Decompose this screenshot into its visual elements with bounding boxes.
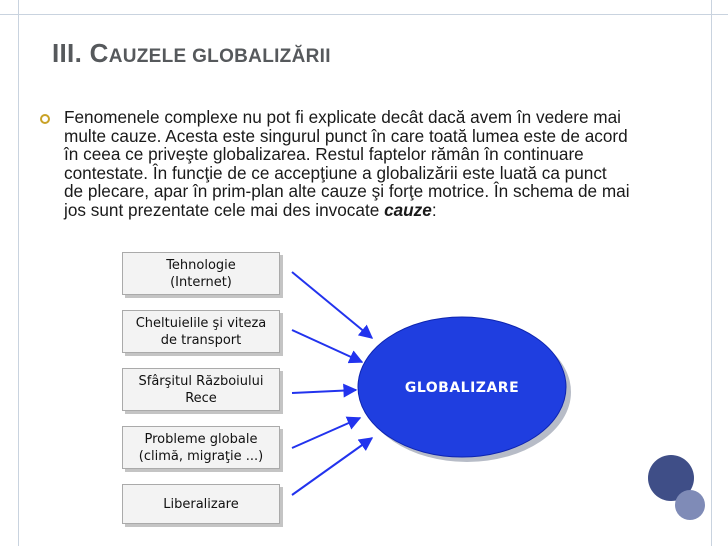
cause-box-line1: Tehnologie (166, 257, 236, 273)
paragraph-end: : (431, 199, 437, 220)
cause-box-liberalization (122, 484, 280, 524)
arrow-4 (292, 418, 360, 448)
cause-box-line2: (climă, migraţie ...) (138, 448, 264, 464)
decor-circle-small (675, 490, 705, 520)
cause-box-line2: Rece (185, 390, 217, 406)
arrow-5 (292, 438, 372, 495)
arrow-3 (292, 390, 356, 393)
arrow-2 (292, 330, 362, 362)
cause-box-transport (122, 310, 280, 353)
globalizare-label: GLOBALIZARE (404, 380, 520, 396)
cause-box-line2: de transport (160, 332, 242, 348)
cause-box-line1: Sfârşitul Războiului (138, 373, 264, 389)
cause-box-line1: Cheltuielile şi viteza (135, 315, 267, 331)
cause-box-cold-war (122, 368, 280, 411)
title-rest: AUZELE GLOBALIZĂRII (108, 46, 331, 67)
cause-box-global-problems (122, 426, 280, 469)
paragraph-text: Fenomenele complexe nu pot fi explicate decât dacă avem în vedere mai multe cauze. Acesta este singurul punct în care toată lumea este de acord în ceea ce priveşte globalizarea. Restul faptelor rămân în continuare contestate. În funcţie de ce accepţiune a globalizării este luată ca punct de plecare, apar în prim-plan alte cauze şi forţe motrice. În schema de mai jos sunt prezentate cele mai des invocate (64, 107, 630, 220)
cause-box-line1: Liberalizare (163, 496, 239, 512)
cause-box-technology (122, 252, 280, 295)
arrow-1 (292, 272, 372, 338)
title-first: III. C (52, 38, 109, 68)
cause-box-line2: (Internet) (170, 274, 232, 290)
cause-box-line1: Probleme globale (144, 431, 258, 447)
paragraph-emphasis: cauze (384, 199, 432, 220)
